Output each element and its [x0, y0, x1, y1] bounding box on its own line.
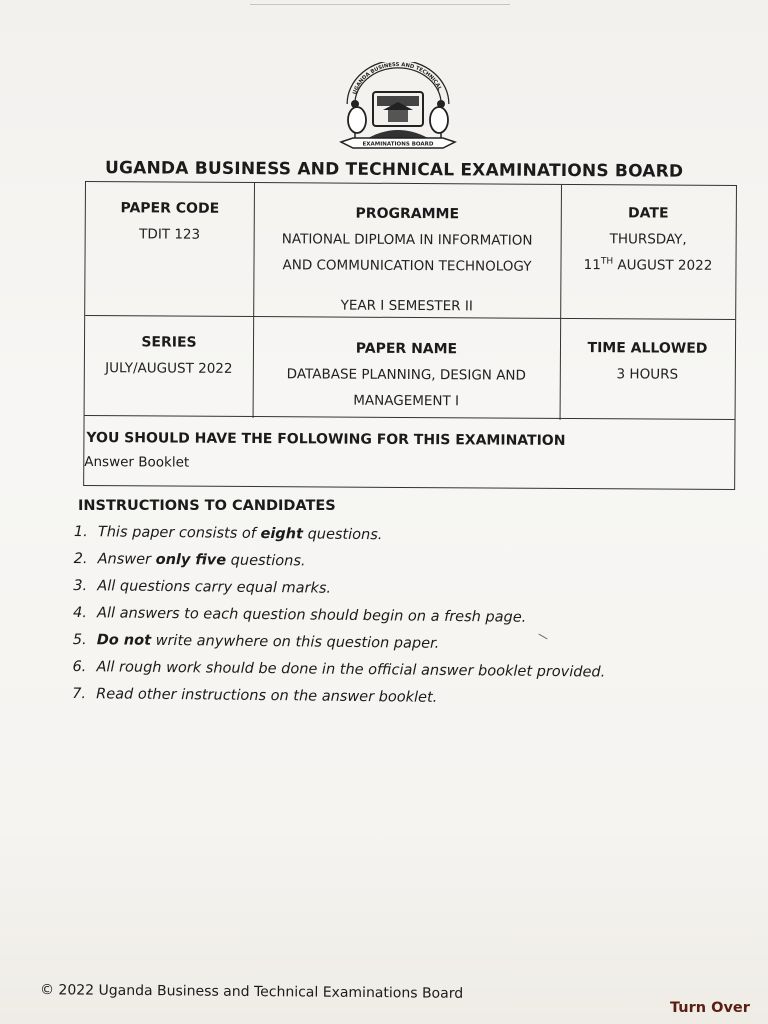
series-cell	[85, 329, 253, 382]
date-day-number: 11	[583, 257, 601, 274]
turn-over-label: Turn Over	[670, 1000, 750, 1016]
svg-text:UGANDA BUSINESS AND TECHNICAL	[352, 62, 443, 95]
series-label: SERIES	[141, 334, 197, 351]
copyright-footer: © 2022 Uganda Business and Technical Examinations Board	[39, 982, 464, 1002]
programme-cell	[253, 200, 561, 320]
date-label: DATE	[628, 205, 669, 222]
series-value: JULY/AUGUST 2022	[105, 360, 233, 377]
logo-ribbon-text: EXAMINATIONS BOARD	[362, 141, 434, 148]
date-day-suffix: TH	[600, 256, 614, 267]
requirements-value: Answer Booklet	[84, 454, 190, 471]
instruction-item: 1. This paper consists of eight questions.	[73, 524, 383, 544]
paper-name-line-2: MANAGEMENT I	[353, 392, 460, 410]
instruction-item: 7. Read other instructions on the answer booklet.	[72, 685, 438, 706]
instruction-item: 2. Answer only five questions.	[73, 550, 306, 570]
instructions-title: INSTRUCTIONS TO CANDIDATES	[78, 498, 336, 514]
time-allowed-label: TIME ALLOWED	[587, 340, 708, 357]
ubteb-crest-logo	[333, 62, 463, 157]
requirements-label: YOU SHOULD HAVE THE FOLLOWING FOR THIS EXAMINATION	[86, 430, 566, 449]
time-allowed-cell	[560, 335, 735, 388]
instruction-item: 5. Do not write anywhere on this question paper.	[72, 631, 440, 652]
date-month-year: AUGUST 2022	[613, 257, 713, 274]
programme-label: PROGRAMME	[355, 205, 460, 223]
programme-line-2: AND COMMUNICATION TECHNOLOGY	[282, 257, 532, 275]
paper-name-cell	[253, 335, 560, 415]
paper-code-cell	[86, 195, 254, 248]
date-cell	[560, 200, 735, 279]
paper-name-line-1: DATABASE PLANNING, DESIGN AND	[286, 366, 526, 384]
paper-code-label: PAPER CODE	[120, 200, 220, 217]
instruction-item: 4. All answers to each question should begin on a fresh page.	[72, 604, 527, 626]
programme-line-1: NATIONAL DIPLOMA IN INFORMATION	[281, 231, 533, 249]
date-day: THURSDAY,	[609, 231, 687, 248]
instruction-item: 3. All questions carry equal marks.	[73, 577, 332, 597]
paper-name-label: PAPER NAME	[355, 340, 458, 358]
exam-info-table	[83, 181, 737, 490]
board-title: UGANDA BUSINESS AND TECHNICAL EXAMINATIONS BOARD	[104, 158, 684, 182]
table-divider	[85, 415, 735, 420]
time-allowed-value: 3 HOURS	[616, 366, 679, 383]
top-edge-line	[250, 4, 510, 5]
logo-arc-text: UGANDA BUSINESS AND TECHNICAL	[352, 62, 443, 96]
instructions-list	[72, 524, 674, 719]
date-value	[560, 252, 735, 279]
programme-year-semester: YEAR I SEMESTER II	[340, 297, 473, 315]
instruction-item: 6. All rough work should be done in the official answer booklet provided.	[72, 658, 606, 681]
paper-code-value: TDIT 123	[139, 226, 201, 243]
